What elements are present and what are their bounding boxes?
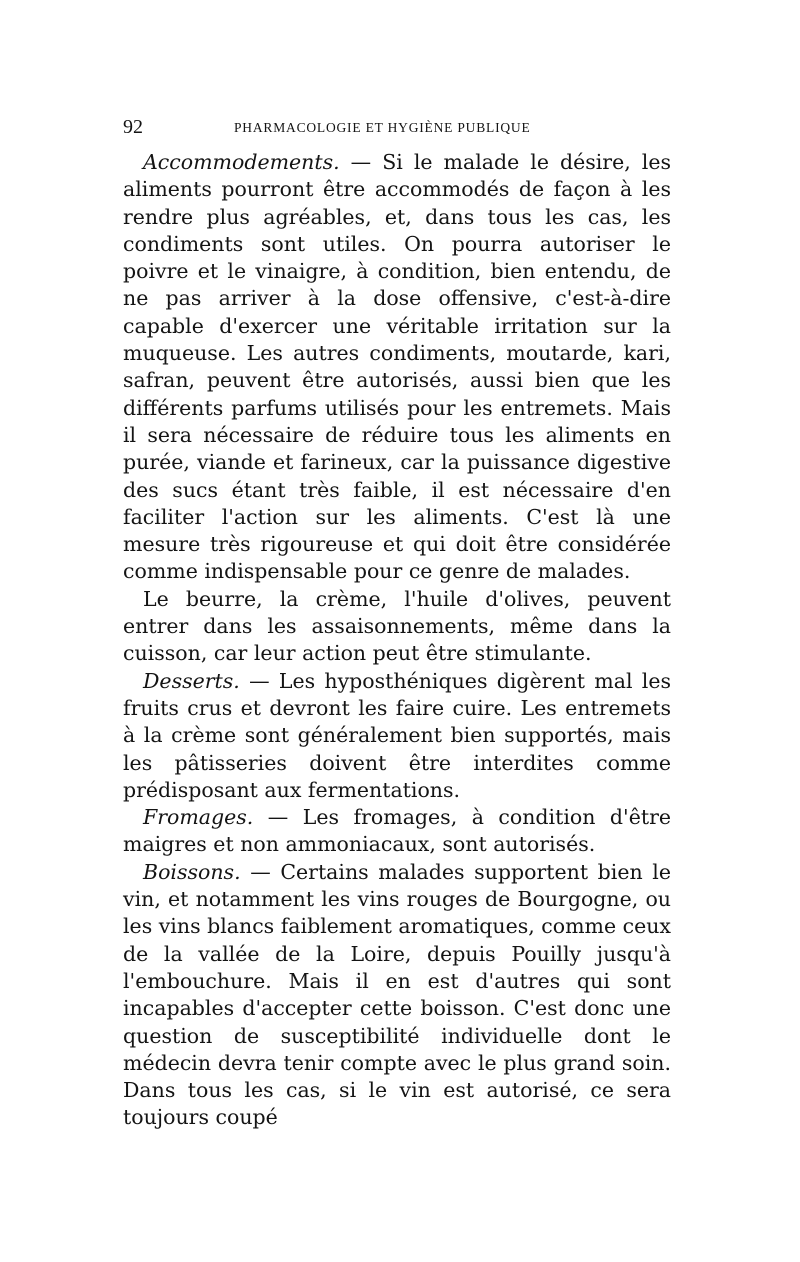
paragraph-text: — Les hyposthéniques digèrent mal les fruits crus et devront les faire cuire. Les entremets à la crème sont généralement bien supportés, mais les pâtisseries doivent être interdites comme prédisposant aux fermentations. bbox=[123, 668, 671, 802]
paragraph-text: — Certains malades supportent bien le vin, et notamment les vins rouges de Bourgogne, ou les vins blancs faiblement aromatiques, comme ceux de la vallée de la Loire, depuis Pouilly jusqu'à l'embouchure. Mais il en est d'autres qui sont incapables d'accepter cette boisson. C'est donc une question de susceptibilité individuelle dont le médecin devra tenir compte avec le plus grand soin. Dans tous les cas, si le vin est autorisé, ce sera toujours coupé bbox=[123, 859, 671, 1130]
paragraph-beurre bbox=[123, 586, 671, 668]
paragraph-accommodements bbox=[123, 149, 671, 586]
paragraph-boissons bbox=[123, 859, 671, 1132]
paragraph-text: — Les fromages, à condition d'être maigres et non ammoniacaux, sont autorisés. bbox=[123, 805, 671, 857]
paragraph-desserts bbox=[123, 668, 671, 804]
paragraph-lead: Desserts. bbox=[143, 668, 240, 693]
paragraph-fromages bbox=[123, 804, 671, 859]
page-header bbox=[123, 116, 671, 140]
paragraph-text: Le beurre, la crème, l'huile d'olives, peuvent entrer dans les assaisonnements, même dans la cuisson, car leur action peut être stimulante. bbox=[123, 586, 671, 666]
paragraph-text: — Si le malade le désire, les aliments pourront être accommodés de façon à les rendre plus agréables, et, dans tous les cas, les condiments sont utiles. On pourra autoriser le poivre et le vinaigre, à condition, bien entendu, de ne pas arriver à la dose offensive, c'est-à-dire capable d'exercer une véritable irritation sur la muqueuse. Les autres condiments, moutarde, kari, safran, peuvent être autorisés, aussi bien que les différents parfums utilisés pour les entremets. Mais il sera nécessaire de réduire tous les aliments en purée, viande et farineux, car la puissance digestive des sucs étant très faible, il est nécessaire d'en faciliter l'action sur les aliments. C'est là une mesure très rigoureuse et qui doit être considérée comme indispensable pour ce genre de malades. bbox=[123, 150, 671, 584]
body-text bbox=[123, 149, 671, 1132]
running-title: PHARMACOLOGIE ET HYGIÈNE PUBLIQUE bbox=[234, 120, 531, 135]
paragraph-lead: Accommodements. bbox=[143, 150, 340, 174]
page-number: 92 bbox=[123, 116, 143, 138]
paragraph-lead: Fromages. bbox=[143, 805, 254, 830]
paragraph-lead: Boissons. bbox=[143, 859, 241, 884]
